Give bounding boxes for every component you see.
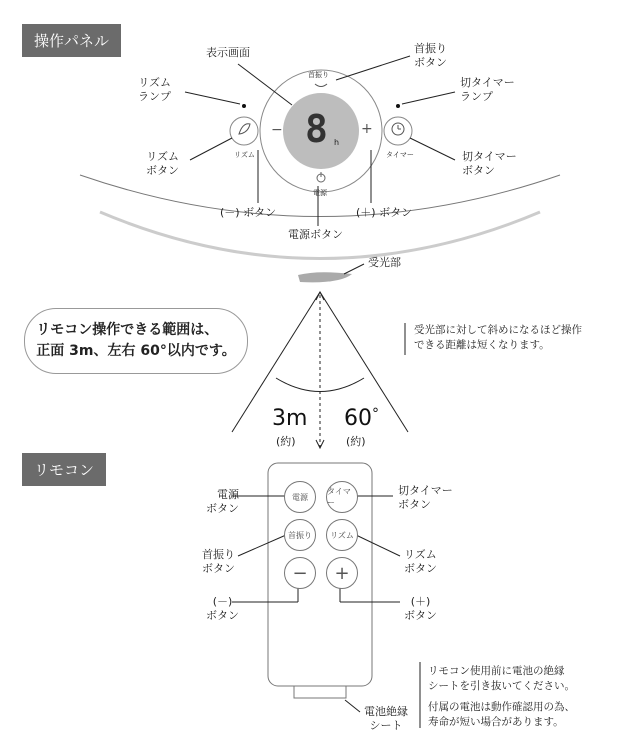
range-bubble: リモコン操作できる範囲は、 正面 3m、左右 60°以内です。 (24, 308, 248, 374)
remote-note-2: 付属の電池は動作確認用の為、 寿命が短い場合があります。 (428, 701, 575, 728)
remote-power-label: 電源 ボタン (206, 488, 239, 515)
remote-minus-label: (－) ボタン (206, 595, 239, 622)
range-note: 受光部に対して斜めになるほど操作 できる距離は短くなります。 (414, 324, 582, 351)
distance-sub: (約) (276, 435, 296, 448)
display-unit: h (334, 138, 340, 147)
display-digit: 8 (305, 107, 328, 151)
remote-section-tag: リモコン (22, 453, 106, 486)
plus-button-label: (＋) ボタン (356, 206, 413, 219)
distance-value: 3m (272, 406, 308, 431)
remote-minus-button[interactable]: − (284, 557, 316, 589)
remote-rhythm-button[interactable]: リズム (326, 519, 358, 551)
display-screen-label: 表示画面 (206, 46, 250, 59)
remote-power-button[interactable]: 電源 (284, 481, 316, 513)
remote-timer-label: 切タイマー ボタン (398, 484, 453, 511)
panel-rhythm-text: リズム (234, 151, 255, 159)
remote-plus-label: (＋) ボタン (404, 595, 437, 622)
panel-timer-text: タイマー (386, 151, 414, 159)
battery-sheet-label: 電池絶縁 シート (364, 705, 408, 732)
panel-minus-button[interactable]: − (271, 122, 283, 138)
angle-sub: (約) (346, 435, 366, 448)
receiver-label: 受光部 (368, 256, 401, 269)
remote-rhythm-label: リズム ボタン (404, 548, 437, 575)
rhythm-button-outline (230, 117, 258, 145)
power-button-label: 電源ボタン (288, 228, 343, 241)
swing-button-label: 首振り ボタン (414, 42, 447, 69)
panel-swing-text: 首振り (308, 71, 329, 79)
battery-sheet (294, 686, 346, 698)
remote-swing-button[interactable]: 首振り (284, 519, 316, 551)
remote-note-1: リモコン使用前に電池の絶縁 シートを引き抜いてください。 (428, 665, 575, 692)
timer-lamp-label: 切タイマー ランプ (460, 76, 515, 103)
panel-section-tag: 操作パネル (22, 24, 121, 57)
rhythm-button-label: リズム ボタン (146, 150, 179, 177)
minus-button-label: (－) ボタン (220, 206, 277, 219)
remote-plus-button[interactable]: + (326, 557, 358, 589)
remote-timer-button[interactable]: タイマー (326, 481, 358, 513)
remote-swing-label: 首振り ボタン (202, 548, 235, 575)
timer-button-label: 切タイマー ボタン (462, 150, 517, 177)
angle-value: 60° (344, 406, 379, 431)
panel-power-text: 電源 (313, 189, 327, 197)
timer-button-outline (384, 117, 412, 145)
panel-plus-button[interactable]: + (361, 121, 373, 137)
rhythm-lamp-label: リズム ランプ (138, 76, 171, 103)
